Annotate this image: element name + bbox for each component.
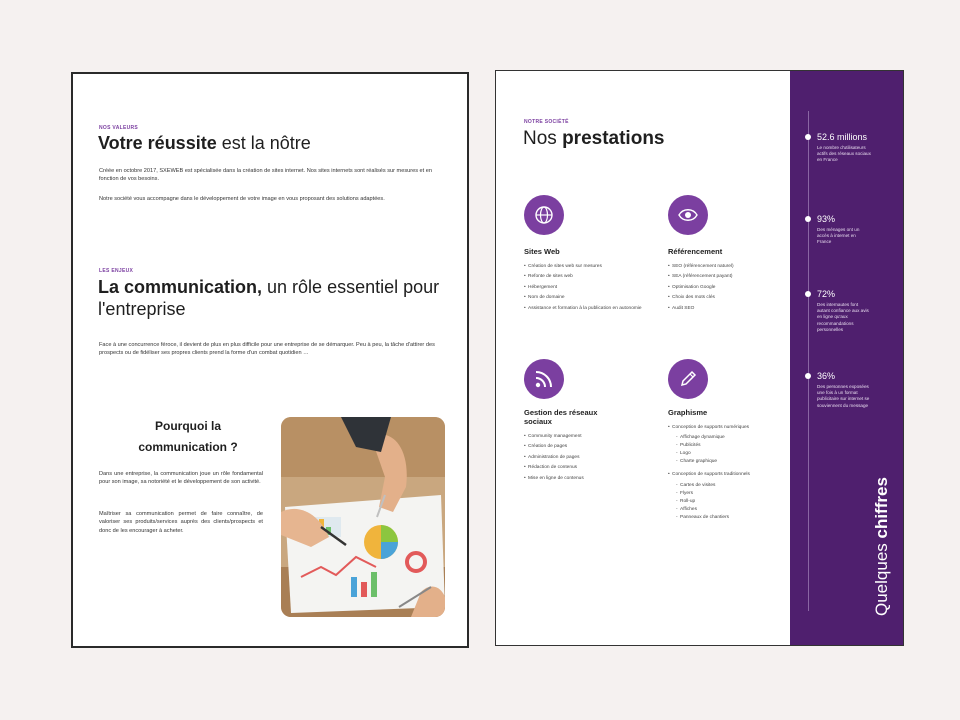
list-subitem: - Charte graphique xyxy=(668,458,798,465)
title-bold: La communication, xyxy=(98,277,263,297)
list-item: • Community management xyxy=(524,433,654,440)
globe-icon xyxy=(524,195,564,235)
stats-panel xyxy=(790,71,904,646)
stats-heading xyxy=(872,477,892,616)
list-subitem: - Publicités xyxy=(668,442,798,449)
title-rest: un rôle essentiel pour l'entreprise xyxy=(98,277,440,319)
service-list xyxy=(668,263,798,315)
service-title: Gestion des réseaux sociaux xyxy=(524,408,598,426)
rss-icon xyxy=(524,359,564,399)
heading-light: Quelques xyxy=(872,538,891,616)
list-subitem: - Panneaux de chantiers xyxy=(668,514,798,521)
service-list xyxy=(524,263,654,315)
list-item: • Création de sites web sur mesures xyxy=(524,263,654,270)
section-kicker: NOTRE SOCIÉTÉ xyxy=(524,119,569,125)
section-title xyxy=(98,133,311,154)
list-subitem: - Flyers xyxy=(668,490,798,497)
list-item: • Création de pages xyxy=(524,443,654,450)
stat-value: 72% xyxy=(817,289,836,299)
list-item: • Administration de pages xyxy=(524,454,654,461)
stat-description: Des ménages ont un accès à internet en France xyxy=(817,227,860,245)
list-item: • Choix des mots clés xyxy=(668,294,798,301)
stat-value: 52.6 millions xyxy=(817,132,868,142)
service-title: Graphisme xyxy=(668,408,708,417)
timeline-dot xyxy=(805,134,811,140)
service-title: Sites Web xyxy=(524,247,560,256)
service-title: Référencement xyxy=(668,247,723,256)
paragraph: Face à une concurrence féroce, il devient de plus en plus difficile pour une entreprise de se démarquer. Peu à peu, la tâche d'attirer des prospects ou de fidéliser ses propres clients prend la forme d'un combat quotidien … xyxy=(99,342,435,357)
section-title xyxy=(98,276,448,320)
stat-value: 93% xyxy=(817,214,836,224)
business-charts-photo xyxy=(281,417,445,617)
pencil-icon xyxy=(668,359,708,399)
paragraph: Maîtriser sa communication permet de faire connaître, de valoriser ses produits/services auprès des clients/prospects et donc de les encourager à acheter. xyxy=(99,511,263,534)
stat-value: 36% xyxy=(817,371,836,381)
timeline-dot xyxy=(805,291,811,297)
list-subitem: - Roll-up xyxy=(668,498,798,505)
list-item: • SEA (référencement payant) xyxy=(668,273,798,280)
list-item: • Optimisation Google xyxy=(668,284,798,291)
stat-description: Des personnes exposées une fois à un format publicitaire sur internet se souviennent du message xyxy=(817,384,870,408)
service-list xyxy=(524,433,654,485)
paragraph: Créée en octobre 2017, SXEWEB est spécialisée dans la création de sites internet. Nos sites internets sont réalisés sur mesures et en fonction de vos besoins. xyxy=(99,168,432,183)
title-light: Nos xyxy=(523,128,563,149)
heading-bold: chiffres xyxy=(872,477,891,539)
brochure-page-right xyxy=(495,70,904,646)
list-item: • Conception de supports numériques xyxy=(668,424,798,431)
subsection-title: Pourquoi la communication ? xyxy=(138,419,238,454)
title-bold: prestations xyxy=(562,128,665,149)
paragraph: Notre société vous accompagne dans le développement de votre image en vous proposant des solutions adaptées. xyxy=(99,196,385,202)
section-title xyxy=(523,128,665,150)
list-item: • Hébergement xyxy=(524,284,654,291)
eye-icon xyxy=(668,195,708,235)
list-subitem: - Affichage dynamique xyxy=(668,434,798,441)
title-rest: est la nôtre xyxy=(216,133,311,153)
list-item: • Refonte de sites web xyxy=(524,273,654,280)
title-bold: Votre réussite xyxy=(98,133,217,153)
stat-description: Des internautes font autant confiance aux avis en ligne qu'aux recommandations personnelles xyxy=(817,302,869,332)
list-item: • Conception de supports traditionnels xyxy=(668,471,798,478)
list-item: • Nom de domaine xyxy=(524,294,654,301)
stat-description: Le nombre d'utilisateurs actifs des réseaux sociaux en France xyxy=(817,145,871,163)
list-item: • Assistance et formation à la publication en autonomie xyxy=(524,305,654,312)
paragraph: Dans une entreprise, la communication joue un rôle fondamental pour son image, sa notoriété et le développement de son activité. xyxy=(99,471,263,486)
list-subitem: - Logo xyxy=(668,450,798,457)
brochure-page-left xyxy=(71,72,469,648)
list-item: • Audit SEO xyxy=(668,305,798,312)
list-item: • Rédaction de contenus xyxy=(524,464,654,471)
list-item: • SEO (référencement naturel) xyxy=(668,263,798,270)
timeline-dot xyxy=(805,373,811,379)
list-subitem: - Cartes de visites xyxy=(668,482,798,489)
timeline-dot xyxy=(805,216,811,222)
section-kicker: LES ENJEUX xyxy=(99,268,134,274)
list-item: • Mise en ligne de contenus xyxy=(524,475,654,482)
timeline-line xyxy=(808,111,809,611)
service-list xyxy=(668,424,798,522)
list-subitem: - Affiches xyxy=(668,506,798,513)
section-kicker: NOS VALEURS xyxy=(99,125,139,131)
